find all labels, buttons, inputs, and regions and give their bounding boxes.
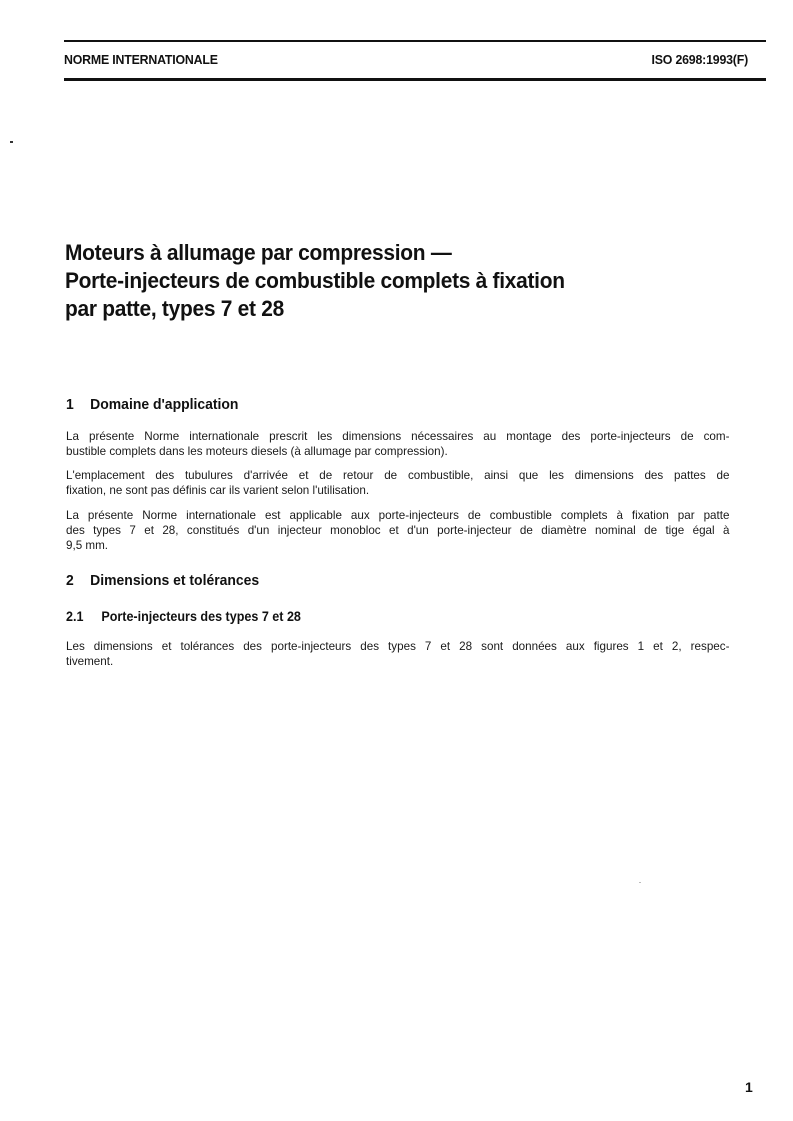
title-line: par patte, types 7 et 28 bbox=[65, 296, 284, 321]
section-title: Domaine d'application bbox=[90, 396, 239, 413]
text-line: L'emplacement des tubulures d'arrivée et de retour de combustible, ainsi que les dimensions des pattes de bbox=[66, 468, 730, 482]
text-line: La présente Norme internationale est applicable aux porte-injecteurs de combustible complets à fixation par patte bbox=[66, 508, 730, 522]
subsection-heading bbox=[66, 609, 301, 624]
text-line: tivement. bbox=[66, 654, 114, 668]
paragraph bbox=[66, 429, 750, 459]
section-number: 2 bbox=[66, 572, 74, 589]
subsection-number: 2.1 bbox=[66, 609, 84, 624]
paragraph bbox=[66, 468, 750, 498]
section-number: 1 bbox=[66, 396, 74, 413]
scan-artifact bbox=[10, 141, 13, 143]
document-type-label: NORME INTERNATIONALE bbox=[64, 52, 218, 67]
standard-reference: ISO 2698:1993(F) bbox=[651, 52, 748, 67]
text-line: fixation, ne sont pas définis car ils varient selon l'utilisation. bbox=[66, 483, 370, 497]
text-line: des types 7 et 28, constitués d'un injecteur monobloc et d'un porte-injecteur de diamètre nominal de tige égal à bbox=[66, 523, 730, 537]
section-heading bbox=[66, 572, 259, 589]
header-top-rule bbox=[64, 40, 766, 42]
title-line: Moteurs à allumage par compression — bbox=[65, 240, 452, 265]
header-bottom-rule bbox=[64, 78, 766, 81]
text-line: 9,5 mm. bbox=[66, 538, 109, 552]
section-heading bbox=[66, 396, 238, 413]
running-header bbox=[64, 52, 748, 67]
paragraph bbox=[66, 508, 750, 553]
text-line: Les dimensions et tolérances des porte-injecteurs des types 7 et 28 sont données aux figures 1 et 2, respec- bbox=[66, 639, 730, 653]
text-line: bustible complets dans les moteurs diesels (à allumage par compression). bbox=[66, 444, 448, 458]
document-title bbox=[65, 239, 697, 323]
title-line: Porte-injecteurs de combustible complets à fixation bbox=[65, 268, 565, 293]
paragraph bbox=[66, 639, 750, 669]
page-number: 1 bbox=[745, 1079, 753, 1095]
text-line: La présente Norme internationale prescrit les dimensions nécessaires au montage des porte-injecteurs de com- bbox=[66, 429, 730, 443]
subsection-title: Porte-injecteurs des types 7 et 28 bbox=[101, 609, 301, 624]
scan-artifact bbox=[639, 882, 641, 883]
section-title: Dimensions et tolérances bbox=[90, 572, 260, 589]
